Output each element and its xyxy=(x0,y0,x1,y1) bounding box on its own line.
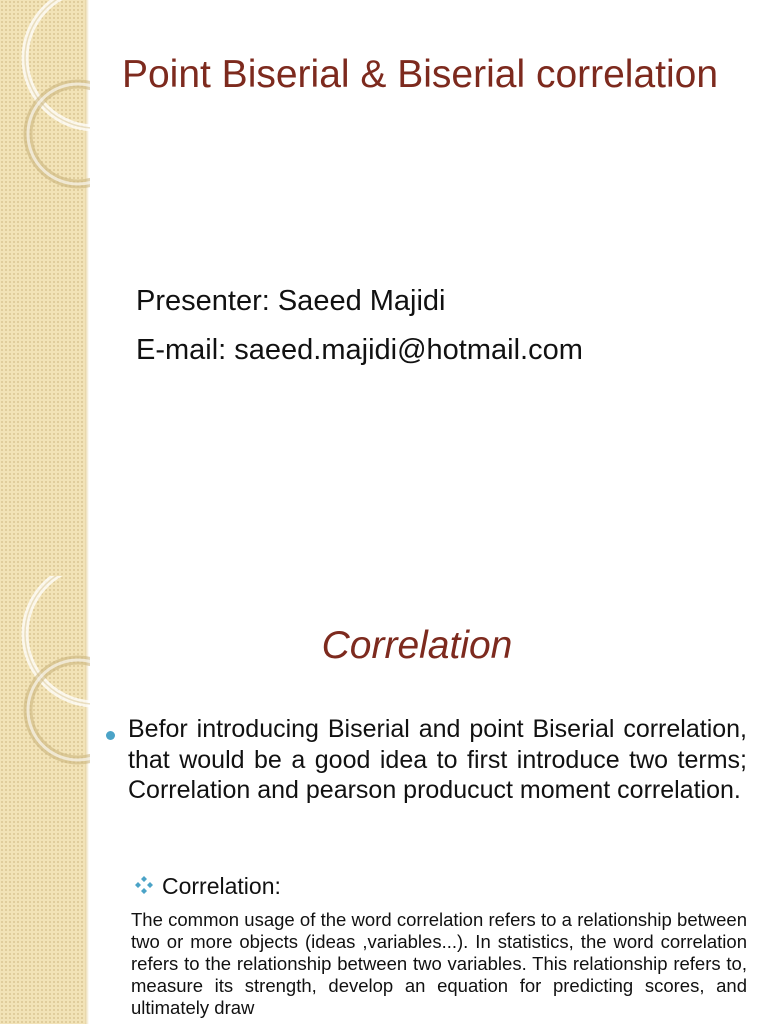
presenter-text: Presenter: Saeed Majidi xyxy=(136,285,446,317)
slide-2 xyxy=(0,576,768,1024)
slide-title: Point Biserial & Biserial correlation xyxy=(121,53,719,96)
decorative-rings-icon xyxy=(0,0,90,576)
decorative-rings-icon xyxy=(0,576,90,1024)
four-diamond-bullet-icon xyxy=(132,873,156,897)
sub-heading: Correlation: xyxy=(162,873,281,899)
circle-bullet-icon xyxy=(106,731,115,740)
slide-title: Correlation xyxy=(321,624,513,667)
email-text: E-mail: saeed.majidi@hotmail.com xyxy=(136,334,583,366)
body-paragraph: The common usage of the word correlation refers to a relationship between two or more objects (ideas ,variables...). In statistics, the word correlation refers to the relationship between two variables. This relationship refers to, measure its strength, develop an equation for predicting scores, and ultimately draw xyxy=(131,909,747,1018)
bullet-text: Befor introducing Biserial and point Biserial correlation, that would be a good idea to first introduce two terms; Correlation and pearson producuct moment correlation. xyxy=(128,715,747,804)
